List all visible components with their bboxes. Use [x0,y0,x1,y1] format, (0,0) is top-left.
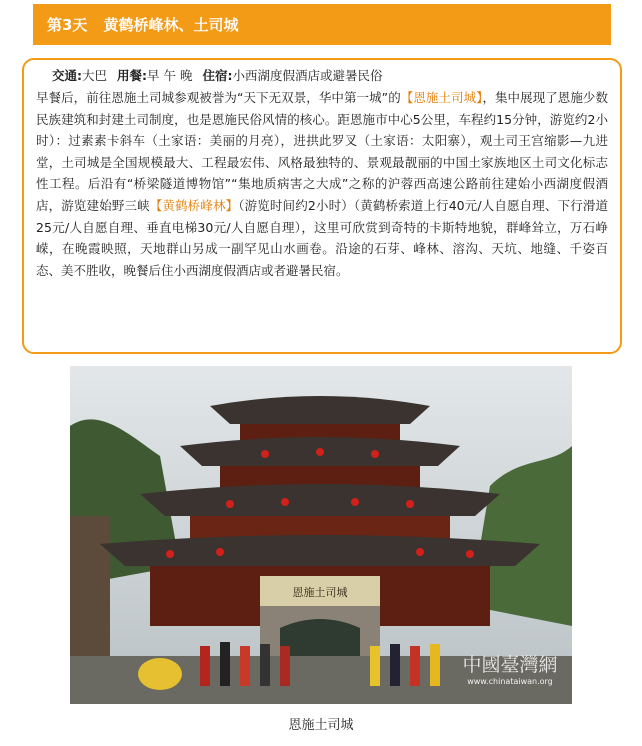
desc-part-3: （游览时间约2小时）（黄鹤桥索道上行40元/人自愿自理、下行滑道25元/人自愿自理、垂直电梯30元/人自愿自理），这里可欣赏到奇特的卡斯特地貌，群峰耸立，万石峥嵘，在晚霞映照，天地群山另成一副罕见山水画卷。沿途的石芽、峰林、溶沟、天坑、地缝、千姿百态、美不胜收，晚餐后住小西湖度假酒店或者避暑民宿。 [36,197,608,278]
lodging-value: 小西湖度假酒店或避暑民俗 [232,68,383,83]
itinerary-description [36,87,608,281]
meta-row [52,66,608,86]
day-number: 第3天 [47,16,88,34]
transport-label: 交通: [52,68,82,83]
tusi-city-illustration [70,366,572,704]
highlight-tusi-city: 【恩施土司城】 [400,90,483,105]
tusi-city-photo [70,366,572,704]
desc-part-1: 早餐后，前往恩施土司城参观被誉为“天下无双景，华中第一城”的 [36,90,401,105]
lion-dance [138,658,182,690]
lodging-label: 住宿: [202,68,233,83]
watermark-url: www.chinataiwan.org [467,677,553,686]
transport-value: 大巴 [82,68,108,83]
meals-label: 用餐: [117,68,148,83]
photo-caption: 恩施土司城 [288,718,354,733]
day-title: 黄鹤桥峰林、土司城 [103,16,239,34]
itinerary-box [22,58,622,354]
highlight-huanghe-bridge: 【黄鹤桥峰林】 [149,197,239,213]
meals-value: 早 午 晚 [147,68,193,83]
gate-sign-text: 恩施土司城 [292,586,348,599]
day-header [33,4,611,45]
desc-part-2: ，集中展现了恩施少数民族建筑和封建土司制度，也是恩施民俗风情的核心。距恩施市中心5公里，车程约15分钟，游览约2小时）：过素素卡斜车（土家语：美丽的月亮），进拱此罗叉（土家语：太阳寨），观土司王宫缩影—九进堂，土司城是全国规模最大、工程最宏伟、风格最独特的、景观最靓丽的中国土家族地区土司文化标志性工程。后沿有“桥梁隧道博物馆”“集地质病害之大成”之称的沪蓉西高速公路前往建始小西湖度假酒店，游览建始野三峡 [36,90,608,213]
watermark-cn: 中國臺灣網 [462,654,558,676]
